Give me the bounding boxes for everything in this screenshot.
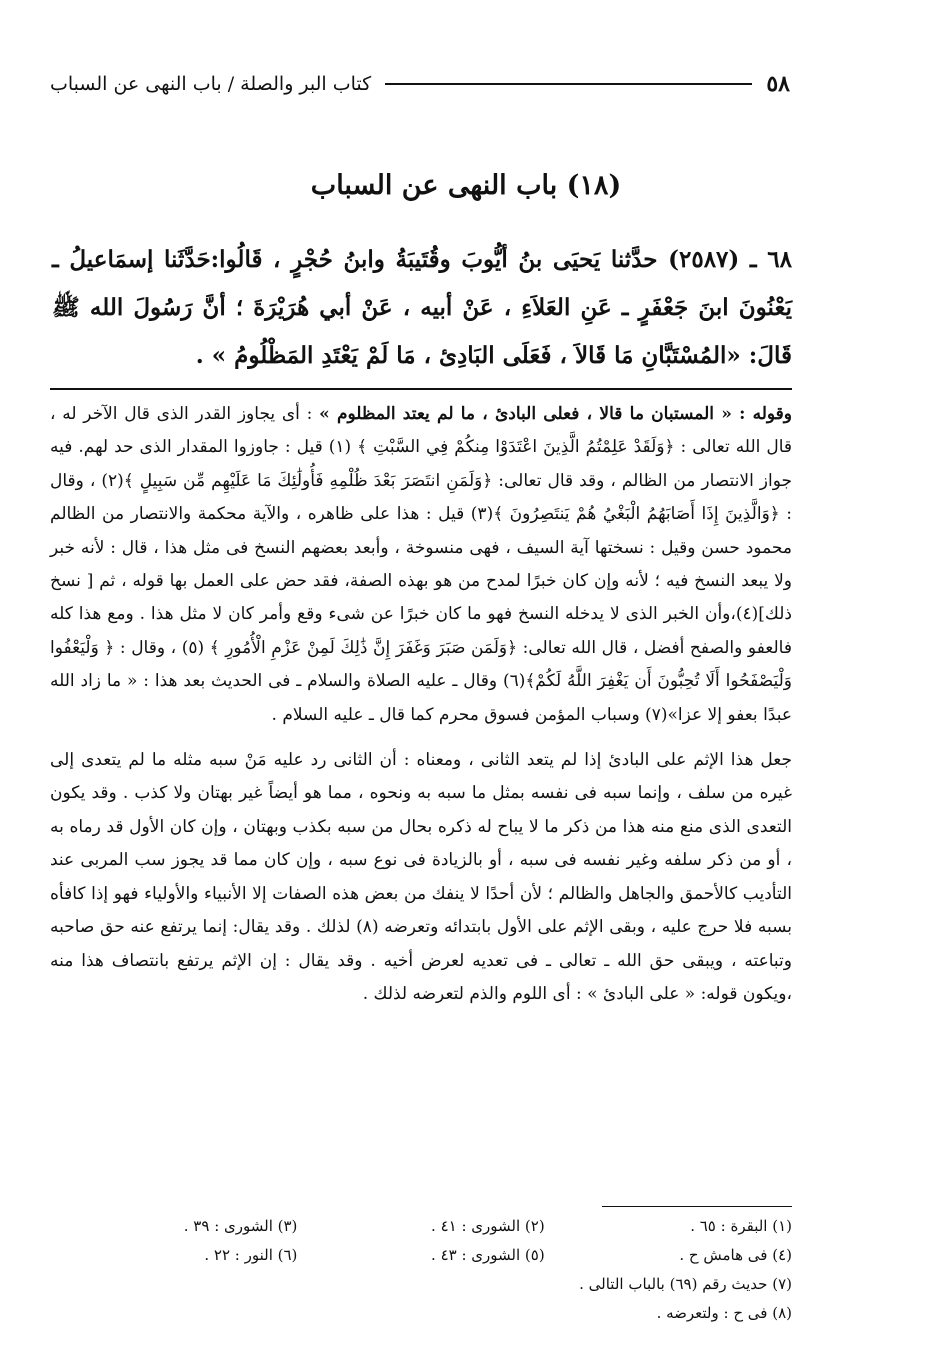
footnote-3: (٣) الشورى : ٣٩ . [183,1217,298,1235]
footnote-2: (٢) الشورى : ٤١ . [431,1217,545,1235]
commentary-body-1: : أى يجاوز القدر الذى قال الآخر له ، قال الله تعالى : ﴿وَلَقَدْ عَلِمْتُمُ الَّذِينَ اعْتَدَوْا مِنكُمْ فِي السَّبْتِ ﴾ (١) قيل : جاوزوا المقدار الذى حد لهم. فيه جواز الانتصار من الظالم ، وقد قال تعالى: ﴿وَلَمَنِ انتَصَرَ بَعْدَ ظُلْمِهِ فَأُولَٰئِكَ مَا عَلَيْهِم مِّن سَبِيلٍ ﴾(٢) ، وقال : ﴿وَالَّذِينَ إِذَا أَصَابَهُمُ الْبَغْيُ هُمْ يَنتَصِرُونَ ﴾(٣) قيل : هذا على ظاهره ، والآية محكمة والانتصار من الظالم محمود حسن وقيل : نسختها آية السيف ، فهى منسوخة ، وأبعد بعضهم النسخ فى مثل هذا ، قال : لأنه خبر ولا يبعد النسخ فيه ؛ لأنه وإن كان خبرًا لمدح من هو بهذه الصفة، فقد حض على العمل بها قوله ، ثم [ نسخ ذلك](٤)،وأن الخبر الذى لا يدخله النسخ فهو ما كان خبرًا عن شىء وقع وأمر كان لا مثل هذا . ومع هذا كله فالعفو والصفح أفضل ، قال الله تعالى: ﴿وَلَمَن صَبَرَ وَغَفَرَ إِنَّ ذَٰلِكَ لَمِنْ عَزْمِ الْأُمُورِ ﴾ (٥) ، وقال : ﴿ وَلْيَعْفُوا وَلْيَصْفَحُوا أَلَا تُحِبُّونَ أَن يَغْفِرَ اللَّهُ لَكُمْ﴾(٦) وقال ـ عليه الصلاة والسلام ـ فى الحديث بعد هذا : « ما زاد الله عبدًا بعفو إلا عزا»(٧) وسباب المؤمن فسوق محرم كما قال ـ عليه السلام . [50,404,793,725]
footnote-6: (٦) النور : ٢٢ . [204,1246,298,1264]
running-header [50,68,790,100]
footnote-4: (٤) فى هامش ح . [679,1246,792,1264]
commentary [50,398,792,1011]
footnote-row [50,1270,792,1299]
page-number: ٥٨ [766,71,790,97]
footnote-8: (٨) فى ح : ولتعرضه . [656,1304,792,1322]
section-divider [50,388,792,390]
running-header-title: كتاب البر والصلة / باب النهى عن السباب [50,73,372,95]
footnote-divider [602,1206,792,1207]
footnote-5: (٥) الشورى : ٤٣ . [431,1246,545,1264]
footnotes [50,1212,792,1328]
header-rule [385,83,752,85]
footnote-row [50,1241,792,1270]
footnote-row [50,1212,792,1241]
hadith-text: ٦٨ ـ (٢٥٨٧) حدَّثنا يَحيَى بنُ أيُّوبَ وقُتَيبَةُ وابنُ حُجْرٍ ، قَالُوا:حَدَّثَنا إسمَاعيلُ ـ يَعْنُونَ ابنَ جَعْفَرٍ ـ عَنِ العَلاَءِ ، عَنْ أبيه ، عَنْ أبي هُرَيْرَةَ ؛ أنَّ رَسُولَ الله ﷺ قَالَ: «المُسْتَبَّانِ مَا قَالاَ ، فَعَلَى البَادِئ ، مَا لَمْ يَعْتَدِ المَظْلُومُ » . [52,246,792,369]
footnote-7: (٧) حديث رقم (٦٩) بالباب التالى . [579,1275,792,1293]
commentary-paragraph-1 [50,398,792,732]
footnote-row [50,1299,792,1328]
chapter-title: (١٨) باب النهى عن السباب [310,170,622,201]
commentary-lead: وقوله : « المستبان ما قالا ، فعلى البادئ ، ما لم يعتد المظلوم » [319,404,792,424]
footnote-1: (١) البقرة : ٦٥ . [690,1217,792,1235]
commentary-paragraph-2: جعل هذا الإثم على البادئ إذا لم يتعد الثانى ، ومعناه : أن الثانى رد عليه مَنْ سبه مثله ما لم يتعدى إلى غيره من سلف ، وإنما سبه فى نفسه بمثل ما سبه به ونحوه ، مما هو أيضاً غير بهتان ولا كذب . وقد يكون التعدى الذى منع منه هذا من ذكر ما لا يباح له ذكره بحال من سبه بكذب وبهتان ، وإن كان الأول قد رماه به ، أو من ذكر سلفه وغير نفسه فى سبه ، أو بالزيادة فى نوع سبه ، وإن كان مما قد يجوز سب المربى عند التأديب كالأحمق والجاهل والظالم ؛ لأن أحدًا لا ينفك من بعض هذه الصفات إلا الأنبياء والأولياء فهو إذا كافأه بسبه فلا حرج عليه ، وبقى الإثم على الأول بابتدائه وتعرضه (٨) لذلك . وقد يقال: إنما يرتفع عنه حق صاحبه وتباعته ، ويبقى حق الله ـ تعالى ـ فى تعديه لعرض أخيه . وقد يقال : إن الإثم يرتفع بانتصاف هذا منه ،ويكون قوله: « على البادئ » : أى اللوم والذم لتعرضه لذلك . [50,750,792,1004]
